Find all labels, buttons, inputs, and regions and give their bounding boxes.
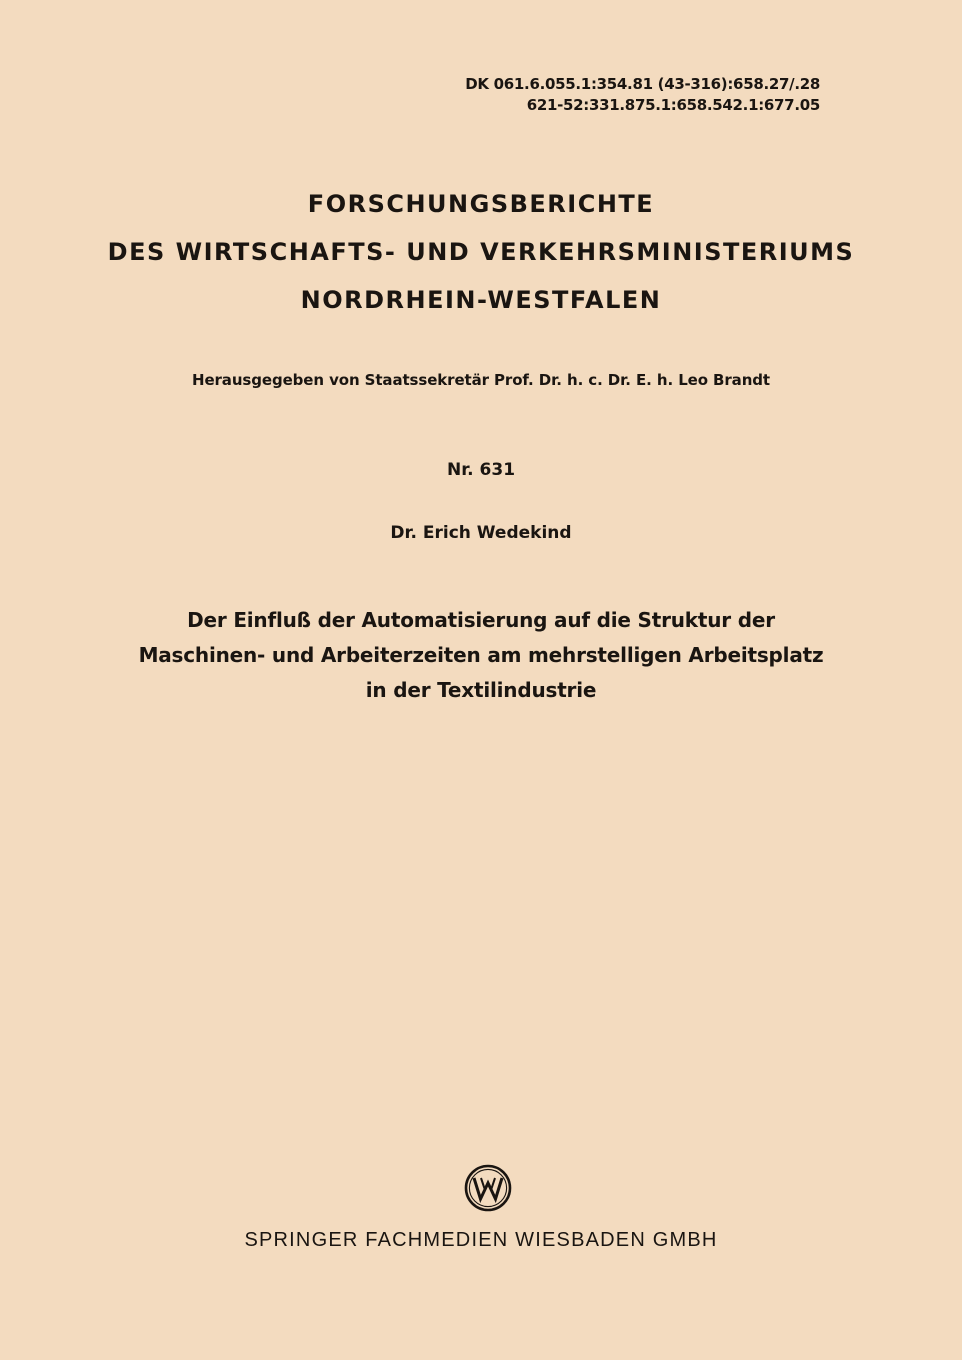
title-line-2: Maschinen- und Arbeiterzeiten am mehrstelligen Arbeitsplatz [138,643,824,667]
series-line-2: DES WIRTSCHAFTS- UND VERKEHRSMINISTERIUMS [107,238,855,266]
title-line-1: Der Einfluß der Automatisierung auf die Struktur der [187,608,775,632]
publisher-name: SPRINGER FACHMEDIEN WIESBADEN GMBH [244,1229,718,1251]
title-line-3: in der Textilindustrie [365,678,597,702]
report-number: Nr. 631 [446,460,516,480]
book-title [0,603,962,708]
springer-fachmedien-w-logo-icon [463,1163,513,1213]
series-line-1: FORSCHUNGSBERICHTE [307,190,655,218]
dk-classification [465,74,820,116]
series-title [0,180,962,324]
series-line-3: NORDRHEIN-WESTFALEN [300,286,662,314]
dk-line-1: DK 061.6.055.1:354.81 (43-316):658.27/.28 [465,75,820,93]
author-name: Dr. Erich Wedekind [390,523,572,543]
editor-line: Herausgegeben von Staatssekretär Prof. Dr. h. c. Dr. E. h. Leo Brandt [191,371,770,389]
dk-line-2: 621-52:331.875.1:658.542.1:677.05 [526,96,820,114]
